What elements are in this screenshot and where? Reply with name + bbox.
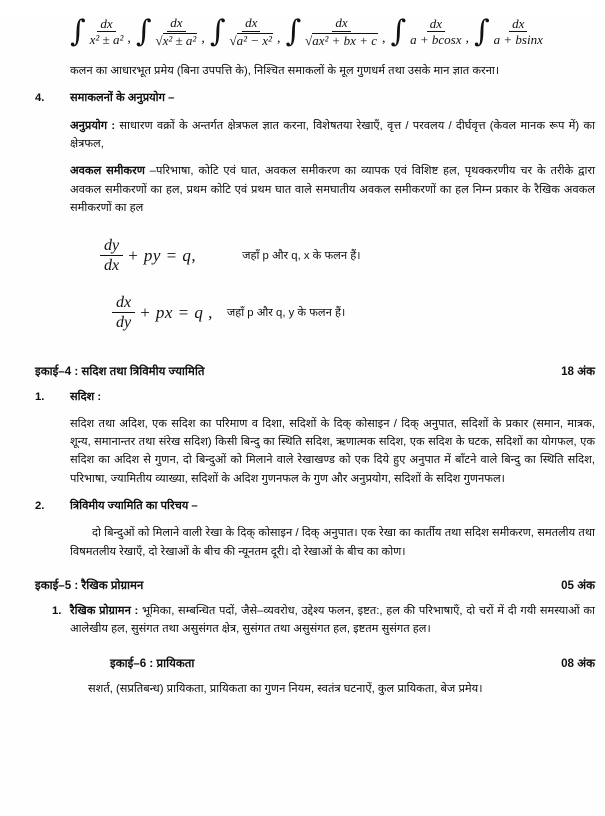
integral-icon: ∫ <box>474 13 490 49</box>
formula-5-numerator: dx <box>427 17 445 33</box>
unit-4-item-1-number: 1. <box>35 390 45 403</box>
equation-1-body: + py = q, <box>127 245 197 265</box>
formula-4-numerator: dx <box>332 16 350 32</box>
differential-equation-text: –परिभाषा, कोटि एवं घात, अवकल समीकरण का व्यापक एवं विशिष्ट हल, पृथक्करणीय चर के तरीके द्वारा अवकल समीकरणों का हल, प्रथम कोटि एवं प्रथम घात वाले समघातीय अवकल समीकरणों का हल निम्न प्रकार के रैखिक अवकल समीकरणों का हल <box>70 165 596 214</box>
unit-5-title: इकाई–5 : रैखिक प्रोग्रामन <box>35 578 144 592</box>
unit-5-item-1 <box>52 602 595 639</box>
formula-2-denominator: √x² ± a² <box>155 32 197 48</box>
formula-item-2 <box>135 13 208 49</box>
unit-5-marks: 05 अंक <box>561 578 595 592</box>
equation-1-note: जहाँ p और q, x के फलन हैं। <box>242 250 361 263</box>
formula-3-numerator: dx <box>242 16 260 32</box>
unit-4-item-2-body: दो बिन्दुओं को मिलाने वाली रेखा के दिक् कोसाइन / दिक् अनुपात। एक रेखा का कार्तीय तथा सदिश समीकरण, समतलीय तथा विषमतलीय रेखाएँ, दो रेखाओं के बीच की न्यूनतम दूरी। दो रेखाओं के बीच का कोण। <box>70 527 595 558</box>
unit-6-marks: 08 अंक <box>561 656 595 670</box>
equation-2-denominator: dy <box>116 313 132 331</box>
formula-separator-4: , <box>382 31 386 47</box>
equation-2-body: + px = q , <box>139 302 213 322</box>
unit-6-title: इकाई–6 : प्रायिकता <box>110 656 195 670</box>
section-4-heading: समाकलनों के अनुप्रयोग – <box>70 92 175 105</box>
formula-4-denominator: √ax² + bx + c <box>305 32 377 48</box>
unit-6-item-1-body: सशर्त, (सप्रतिबन्ध) प्रायिकता, प्रायिकता का गुणन नियम, स्वतंत्र घटनाऐं, कुल प्रायिकता, बेज प्रमेय। <box>88 682 483 695</box>
formula-separator-3: , <box>276 31 281 47</box>
section-4-application-paragraph <box>70 117 595 154</box>
unit-4-item-1-heading: सदिश : <box>70 390 102 403</box>
formula-6-denominator: a + bsinx <box>493 32 543 48</box>
differential-equation-label: अवकल समीकरण <box>70 165 145 178</box>
formula-1-denominator: x² ± a² <box>89 32 124 48</box>
unit-4-item-1 <box>35 388 595 406</box>
equation-2-numerator: dx <box>112 294 135 313</box>
unit-4-header <box>35 361 595 379</box>
formula-1-numerator: dx <box>97 17 115 33</box>
unit-4-item-2-heading: त्रिविमीय ज्यामिति का परिचय – <box>70 500 198 513</box>
unit-4-item-1-body: सदिश तथा अदिश, एक सदिश का परिमाण व दिशा, सदिशों के दिक् कोसाइन / दिक् अनुपात, सदिशों के प्रकार (समान, मात्रक, शून्य, समानान्तर तथा संरेख सदिश) किसी बिन्दु का स्थिति सदिश, ऋणात्मक सदिश, एक सदिश के घटक, सदिशों का योगफल, एक सदिश का अदिश से गुणन, दो बिन्दुओं को मिलाने वाले रेखाखण्ड को एक दिये हुए अनुपात में बाँटने वाले बिन्दु का स्थिति सदिश, परिभाषा, ज्यामितीय व्याख्या, सदिशों के अदिश गुणनफल के गुण और अनुप्रयोग, सदिशों के सदिश गुणनफल। <box>70 417 595 485</box>
formula-6-numerator: dx <box>509 17 527 33</box>
integral-icon: ∫ <box>70 13 86 49</box>
equation-2-note: जहाँ p और q, y के फलन हैं। <box>226 307 346 320</box>
formula-item-6 <box>474 13 546 49</box>
integral-icon: ∫ <box>390 13 407 49</box>
section-4-differential-paragraph <box>70 162 595 217</box>
formula-item-1 <box>70 13 134 49</box>
integral-icon: ∫ <box>135 13 152 49</box>
formula-item-5 <box>390 13 473 49</box>
unit-4-item-2 <box>35 497 595 515</box>
formula-3-denominator: √a² − x² <box>229 32 272 48</box>
unit-5-item-1-body: भूमिका, सम्बन्धित पदों, जैसे–व्यवरोध, उद्देश्य फलन, इष्टत:, हल की परिभाषाएँ, दो चरों में दी गयी समस्याओं का आलेखीय हल, सुसंगत तथा असुसंगत क्षेत्र, सुसंगत तथा असुसंगत हल, इष्टतम सुसंगत हल। <box>70 604 595 636</box>
unit-5-item-1-heading: रैखिक प्रोग्रामन : <box>70 604 139 617</box>
unit-4-title: इकाई–4 : सदिश तथा त्रिविमीय ज्यामिति <box>35 364 205 378</box>
equation-1-numerator: dy <box>100 237 123 256</box>
formula-5-denominator: a + bcosx <box>410 32 462 48</box>
calculus-theorem-paragraph: कलन का आधारभूत प्रमेय (बिना उपपत्ति के), निश्चित समाकलों के मूल गुणधर्म तथा उसके मान ज्ञात करना। <box>70 65 500 78</box>
unit-4-item-2-number: 2. <box>35 500 45 513</box>
section-4 <box>35 89 595 107</box>
formula-separator-2: , <box>201 31 205 47</box>
display-equation-2 <box>112 294 605 331</box>
formula-2-numerator: dx <box>167 16 185 32</box>
application-text: साधारण वक्रों के अन्तर्गत क्षेत्रफल ज्ञात करना, विशेषतया रेखाएँ, वृत्त / परवलय / दीर्घवृत्त (केवल मानक रूप में) का क्षेत्रफल, <box>70 119 596 150</box>
integral-icon: ∫ <box>285 13 302 49</box>
formula-item-3 <box>209 13 284 49</box>
formula-separator-1: , <box>127 30 131 46</box>
formula-separator-5: , <box>465 30 470 46</box>
document-page <box>0 13 605 816</box>
display-equation-1 <box>100 237 605 274</box>
section-4-number: 4. <box>35 92 45 105</box>
unit-6-header <box>110 653 595 671</box>
integral-formula-row <box>0 13 605 49</box>
unit-5-header <box>35 575 595 593</box>
unit-5-item-1-number: 1. <box>52 604 62 617</box>
equation-1-denominator: dx <box>104 256 120 274</box>
application-label: अनुप्रयोग : <box>70 119 116 132</box>
unit-4-marks: 18 अंक <box>561 364 595 378</box>
formula-item-4 <box>285 13 388 49</box>
integral-icon: ∫ <box>209 13 226 49</box>
